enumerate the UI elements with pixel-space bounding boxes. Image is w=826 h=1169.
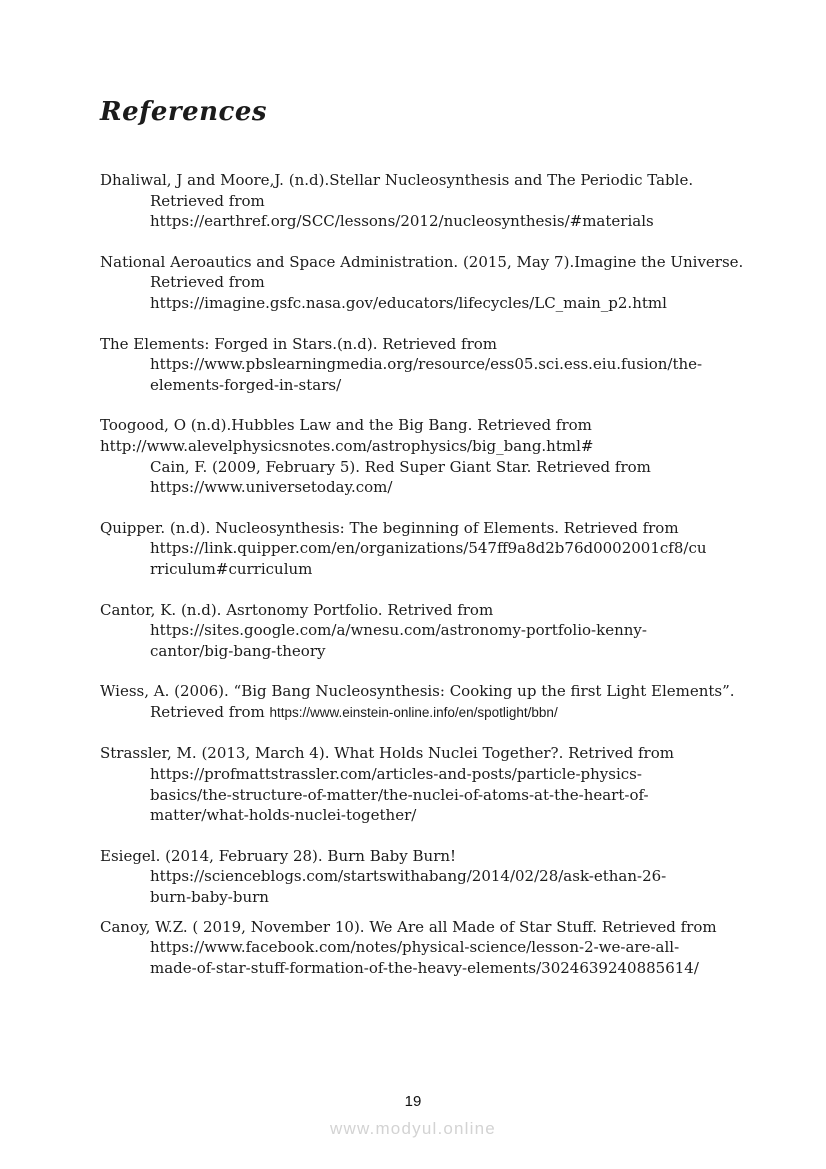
reference-line: [100, 252, 760, 273]
reference-text: https://www.universetoday.com/: [150, 478, 393, 497]
reference-line: [100, 334, 760, 355]
reference-line: [100, 538, 760, 559]
reference-line: [100, 620, 760, 641]
reference-text: Toogood, O (n.d).Hubbles Law and the Big Bang. Retrieved from: [100, 416, 592, 435]
reference-line: [100, 191, 760, 212]
reference-text: Retrieved from: [150, 191, 265, 210]
reference-text: Cain, F. (2009, February 5). Red Super Giant Star. Retrieved from: [150, 457, 651, 476]
reference-line: [100, 272, 760, 293]
reference-text: burn-baby-burn: [150, 888, 269, 907]
reference-line: [100, 866, 760, 887]
reference-text: cantor/big-bang-theory: [150, 641, 326, 660]
reference-line: [100, 477, 760, 498]
reference-entry: [100, 170, 760, 232]
reference-text: https://www.facebook.com/notes/physical-science/lesson-2-we-are-all-: [150, 938, 680, 957]
reference-line: [100, 958, 760, 979]
reference-line: [100, 559, 760, 580]
reference-entry: [100, 681, 760, 723]
reference-text: basics/the-structure-of-matter/the-nuclei-of-atoms-at-the-heart-of-: [150, 785, 649, 804]
reference-line: [100, 743, 760, 764]
reference-text: http://www.alevelphysicsnotes.com/astrophysics/big_bang.html#: [100, 436, 594, 455]
reference-text: Dhaliwal, J and Moore,J. (n.d).Stellar Nucleosynthesis and The Periodic Table.: [100, 171, 694, 189]
reference-text: https://scienceblogs.com/startswithabang/2014/02/28/ask-ethan-26-: [150, 867, 667, 886]
reference-url-sans: https://www.einstein-online.info/en/spotlight/bbn/: [269, 704, 558, 720]
reference-text: Retrieved from: [150, 273, 265, 292]
reference-text: Retrieved from: [150, 702, 270, 721]
reference-line: [100, 600, 760, 621]
reference-text: matter/what-holds-nuclei-together/: [150, 806, 417, 825]
reference-text: https://profmattstrassler.com/articles-and-posts/particle-physics-: [150, 765, 642, 784]
reference-entry: [100, 415, 760, 497]
reference-text: https://link.quipper.com/en/organizations/547ff9a8d2b76d0002001cf8/cu: [150, 539, 707, 558]
page-number: 19: [404, 1093, 422, 1110]
reference-line: [100, 681, 760, 702]
page-title: References: [100, 97, 268, 127]
reference-line: [100, 887, 760, 908]
reference-text: Esiegel. (2014, February 28). Burn Baby Burn!: [100, 846, 457, 865]
reference-text: https://sites.google.com/a/wnesu.com/astronomy-portfolio-kenny-: [150, 621, 647, 640]
reference-entry: [100, 846, 760, 908]
reference-line: [100, 293, 760, 314]
reference-entry: [100, 334, 760, 396]
reference-line: [100, 375, 760, 396]
reference-entry: [100, 518, 760, 580]
reference-text: National Aeroautics and Space Administration. (2015, May 7).Imagine the Universe.: [100, 252, 744, 271]
reference-line: [100, 937, 760, 958]
reference-text: Wiess, A. (2006). “Big Bang Nucleosynthesis: Cooking up the first Light Elements”.: [100, 682, 735, 701]
references-list: [100, 170, 760, 978]
reference-text: rriculum#curriculum: [150, 559, 313, 578]
reference-text: https://earthref.org/SCC/lessons/2012/nucleosynthesis/#materials: [150, 212, 654, 231]
reference-text: Strassler, M. (2013, March 4). What Holds Nuclei Together?. Retrived from: [100, 744, 674, 763]
reference-line: [100, 170, 760, 191]
reference-text: The Elements: Forged in Stars.(n.d). Retrieved from: [100, 334, 498, 353]
reference-line: [100, 436, 760, 457]
reference-text: elements-forged-in-stars/: [150, 375, 342, 394]
reference-entry: [100, 743, 760, 825]
reference-line: [100, 518, 760, 539]
reference-text: Cantor, K. (n.d). Asrtonomy Portfolio. Retrived from: [100, 600, 494, 619]
reference-line: [100, 764, 760, 785]
reference-entry: [100, 600, 760, 662]
reference-entry: [100, 252, 760, 314]
reference-line: [100, 785, 760, 806]
reference-line: [100, 211, 760, 232]
reference-line: [100, 415, 760, 436]
reference-line: [100, 917, 760, 938]
reference-text: made-of-star-stuff-formation-of-the-heavy-elements/3024639240885614/: [150, 958, 699, 977]
reference-text: Canoy, W.Z. ( 2019, November 10). We Are all Made of Star Stuff. Retrieved from: [100, 917, 717, 936]
reference-line: [100, 702, 760, 724]
reference-line: [100, 805, 760, 826]
reference-text: Quipper. (n.d). Nucleosynthesis: The beginning of Elements. Retrieved from: [100, 518, 679, 537]
reference-text: https://www.pbslearningmedia.org/resource/ess05.sci.ess.eiu.fusion/the-: [150, 355, 703, 374]
reference-text: https://imagine.gsfc.nasa.gov/educators/lifecycles/LC_main_p2.html: [150, 293, 667, 312]
reference-line: [100, 641, 760, 662]
watermark-text: www.modyul.online: [330, 1119, 496, 1138]
page-content: [100, 96, 760, 998]
reference-entry: [100, 917, 760, 979]
reference-line: [100, 354, 760, 375]
reference-line: [100, 846, 760, 867]
reference-line: [100, 457, 760, 478]
